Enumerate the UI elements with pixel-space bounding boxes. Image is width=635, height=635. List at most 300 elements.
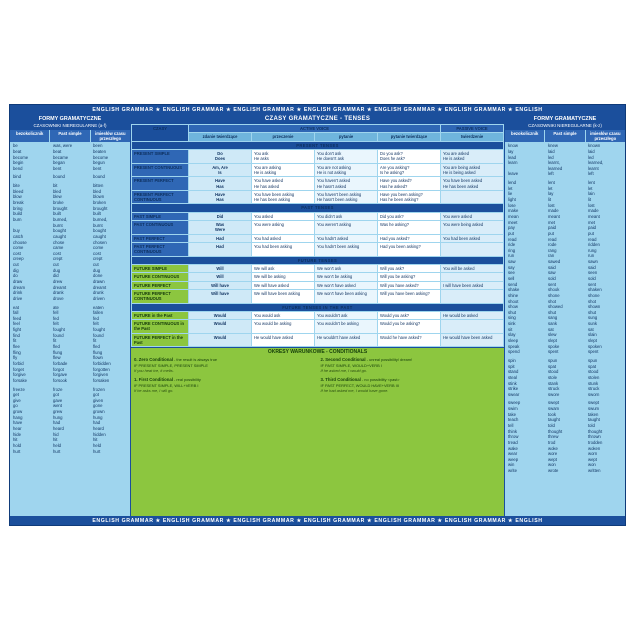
verb-infinitive: lend xyxy=(508,180,517,186)
verb-past: forbade xyxy=(53,360,68,366)
verb-past: slept xyxy=(548,338,557,344)
tense-affirmative: We will have asked xyxy=(252,281,315,289)
verb-infinitive: buy xyxy=(13,228,20,234)
verb-participle: bought xyxy=(93,228,106,234)
tense-name: PRESENT PERFECT xyxy=(132,177,189,191)
tense-question: Would he have asked? xyxy=(378,333,441,347)
tense-passive: You are being asked He is being asked xyxy=(441,163,504,177)
verb-past: broke xyxy=(53,200,64,206)
left-verb-list xyxy=(10,142,130,516)
verb-participle: burned, xyxy=(93,216,108,222)
tense-row xyxy=(132,234,504,242)
tense-row xyxy=(132,333,504,347)
verb-infinitive: swear xyxy=(508,391,520,397)
verb-participle: taken xyxy=(588,411,599,417)
tense-negative: You weren't asking xyxy=(315,221,378,235)
verb-participle: cut xyxy=(93,262,99,268)
verb-infinitive: saw xyxy=(508,259,516,265)
verb-past: sang xyxy=(548,315,558,321)
verb-participle: made xyxy=(588,208,599,214)
verb-participle: forbidden xyxy=(93,360,111,366)
marquee-top: ENGLISH GRAMMAR ★ ENGLISH GRAMMAR ★ ENGLISH GRAMMAR ★ ENGLISH GRAMMAR ★ ENGLISH GRAMMAR ★ ENGLISH GRAMMAR ★ ENGLISH xyxy=(10,105,625,114)
active-subheader-1: przeczenie xyxy=(252,133,315,141)
verb-participle: lost xyxy=(588,202,595,208)
conditional-formula: IF PRESENT SIMPLE, PRESENT SIMPLE xyxy=(134,363,209,369)
verb-participle: shone xyxy=(588,292,600,298)
tenses-header-label: CZASY xyxy=(132,125,189,142)
conditional-number: 1. First Conditional xyxy=(134,376,173,382)
verb-participle: burnt xyxy=(93,222,103,228)
verb-participle: laid xyxy=(588,148,595,154)
tense-row xyxy=(132,281,504,289)
verb-past: laid xyxy=(548,148,555,154)
verb-infinitive: find xyxy=(13,332,20,338)
verb-row xyxy=(505,468,625,474)
verb-row xyxy=(505,349,625,355)
verb-past: made xyxy=(548,208,559,214)
verb-past: flung xyxy=(53,349,63,355)
active-subheader-0: zdanie twierdzące xyxy=(189,133,252,141)
verb-participle: hidden xyxy=(93,431,106,437)
verb-participle: sunk xyxy=(588,321,597,327)
verb-infinitive: draw xyxy=(13,278,23,284)
tense-name: PAST SIMPLE xyxy=(132,212,189,220)
verb-infinitive: run xyxy=(508,253,515,259)
verb-participle: said xyxy=(588,264,596,270)
verb-past: forgot xyxy=(53,366,64,372)
verb-infinitive: shut xyxy=(508,309,517,315)
verb-participle: flown xyxy=(93,355,103,361)
tense-passive: You are asked He is asked xyxy=(441,149,504,163)
verb-infinitive: spit xyxy=(508,363,515,369)
left-title-main: FORMY GRAMATYCZNE xyxy=(38,116,102,122)
verb-participle: slain xyxy=(588,332,597,338)
verb-infinitive: choose xyxy=(13,239,27,245)
verb-infinitive: lie xyxy=(508,191,513,197)
tense-auxiliary: Have Has xyxy=(189,190,252,204)
right-title-sub: CZASOWNIKI NIEREGULARNE (k-z) xyxy=(528,122,602,128)
verb-participle: heard xyxy=(93,426,104,431)
tense-affirmative: You had been asking xyxy=(252,243,315,257)
tense-band-future_in_past: FUTURE TENSES IN THE PAST xyxy=(132,303,504,311)
verb-infinitive: get xyxy=(13,392,19,398)
verb-past: spun xyxy=(548,357,558,363)
tense-passive: You will be asked xyxy=(441,264,504,272)
tense-row xyxy=(132,320,504,334)
verb-infinitive: sleep xyxy=(508,338,519,344)
verb-participle: read xyxy=(588,236,597,242)
verb-infinitive: sit xyxy=(508,326,513,332)
verb-participle: dreamt xyxy=(93,284,107,290)
tense-affirmative: We will ask xyxy=(252,264,315,272)
verb-infinitive: be xyxy=(13,143,18,149)
verb-past: brought xyxy=(53,205,68,211)
conditional-formula: IF PAST SIMPLE, WOULD+VERB I xyxy=(320,363,382,369)
verb-participle: meant xyxy=(588,213,600,219)
verb-infinitive: forsake xyxy=(13,377,27,383)
verb-infinitive: lead xyxy=(508,154,517,160)
tense-question: Will you be asking? xyxy=(378,273,441,281)
verb-infinitive: begin xyxy=(13,160,24,166)
verb-past: put xyxy=(548,230,554,236)
verb-past: forgave xyxy=(53,372,68,378)
tense-name: FUTURE CONTINUOUS xyxy=(132,273,189,281)
verb-participle: swum xyxy=(588,406,600,412)
verb-infinitive: weep xyxy=(508,456,519,462)
verb-infinitive: tell xyxy=(508,423,514,428)
verb-participle: cost xyxy=(93,250,101,256)
conditional-item xyxy=(134,377,315,393)
conditional-formula: IF PRESENT SIMPLE, WILL+VERB I xyxy=(134,382,199,388)
verb-past: showed xyxy=(548,304,563,310)
verb-participle: drawn xyxy=(93,278,105,284)
verb-participle: forgiven xyxy=(93,372,109,378)
verb-infinitive: say xyxy=(508,264,515,270)
tense-name: FUTURE CONTINUOUS in the Past xyxy=(132,320,189,334)
verb-past: shone xyxy=(548,292,560,298)
verb-past: burnt xyxy=(53,222,63,228)
conditional-desc: - the result is always true xyxy=(172,357,218,363)
verb-past: taught xyxy=(548,417,560,423)
verb-infinitive: steal xyxy=(508,374,517,380)
verb-infinitive: do xyxy=(13,273,18,279)
verb-participle: spoken xyxy=(588,343,602,349)
verb-infinitive: forget xyxy=(13,366,24,372)
right-column-title xyxy=(505,114,625,129)
verb-past: blew xyxy=(53,194,62,200)
verb-row xyxy=(10,166,130,172)
verb-past: lent xyxy=(548,180,555,186)
tense-auxiliary: Do Does xyxy=(189,149,252,163)
verb-past: forsook xyxy=(53,377,67,383)
verb-infinitive: dream xyxy=(13,284,26,290)
verb-row xyxy=(10,449,130,455)
tense-negative: We won't be asking xyxy=(315,273,378,281)
verb-participle: got xyxy=(93,392,99,398)
tense-question: Had you asked? xyxy=(378,234,441,242)
verb-infinitive: pay xyxy=(508,225,515,231)
verb-past: cost xyxy=(53,250,61,256)
verb-past: heard xyxy=(53,426,64,431)
verb-participle: shot xyxy=(588,298,597,304)
verb-participle: lain xyxy=(588,191,595,197)
tense-question: Would you be asking? xyxy=(378,320,441,334)
verb-past: trod xyxy=(548,439,556,445)
verb-past: stood xyxy=(548,369,559,375)
verb-infinitive: creep xyxy=(13,256,24,262)
tense-question: Will you have been asking? xyxy=(378,289,441,303)
verb-infinitive: cut xyxy=(13,262,19,268)
verb-infinitive: mean xyxy=(508,213,519,219)
verb-participle: dug xyxy=(93,267,101,273)
left-column-headers xyxy=(10,129,130,142)
verb-past: froze xyxy=(53,386,63,392)
active-subheader-2: pytanie xyxy=(315,133,378,141)
tense-auxiliary: Will xyxy=(189,273,252,281)
verb-infinitive: wear xyxy=(508,451,518,457)
verb-past: led xyxy=(548,154,554,160)
verb-infinitive: hide xyxy=(13,431,22,437)
verb-past: read xyxy=(548,236,557,242)
tense-passive: He would have been asked xyxy=(441,333,504,347)
verb-infinitive: drink xyxy=(13,290,23,296)
verb-past: flew xyxy=(53,355,61,361)
verb-participle: woken xyxy=(588,445,601,451)
verb-participle: written xyxy=(588,468,601,474)
verb-infinitive: stand xyxy=(508,369,519,375)
verb-infinitive: show xyxy=(508,304,518,310)
verb-participle: driven xyxy=(93,295,105,301)
tense-question: Had you been asking? xyxy=(378,243,441,257)
verb-row xyxy=(10,378,130,384)
right-title-main: FORMY GRAMATYCZNE xyxy=(533,116,597,122)
verb-past: let xyxy=(548,185,553,191)
verb-past: sold xyxy=(548,275,556,281)
conditional-desc: - unreal possibility/ dream! xyxy=(365,357,413,363)
verb-past: lay xyxy=(548,191,554,197)
tense-question: Do you ask? Does he ask? xyxy=(378,149,441,163)
verb-past: thought xyxy=(548,428,563,434)
verb-participle: run xyxy=(588,253,595,259)
verb-past: crept xyxy=(53,256,63,262)
verb-infinitive: throw xyxy=(508,434,519,440)
verb-participle: met xyxy=(588,219,596,225)
verb-infinitive: sing xyxy=(508,315,516,321)
left-header-past: Past simple xyxy=(50,130,90,142)
verb-infinitive: fling xyxy=(13,349,21,355)
verb-participle: left xyxy=(588,171,594,177)
verb-past: hurt xyxy=(53,448,61,454)
tenses-table xyxy=(131,124,504,347)
conditional-number: 0. Zero Conditional xyxy=(134,357,173,363)
conditional-number: 3. Third Conditional xyxy=(320,376,361,382)
verb-infinitive: write xyxy=(508,468,517,474)
verb-infinitive: ride xyxy=(508,242,516,248)
verb-past: bit xyxy=(53,183,58,189)
verb-past: lost xyxy=(548,202,555,208)
conditional-example: If he had asked me, I would have gone. xyxy=(320,387,389,393)
verb-participle: broken xyxy=(93,200,106,206)
conditional-column-1 xyxy=(321,357,502,514)
verb-infinitive: learn xyxy=(508,160,518,166)
verb-participle: grown xyxy=(93,409,105,415)
verb-participle: fed xyxy=(93,315,99,321)
verb-participle: flung xyxy=(93,349,103,355)
verb-past: said xyxy=(548,264,556,270)
verb-infinitive: forgive xyxy=(13,372,26,378)
tense-passive: You had been asked xyxy=(441,234,504,242)
tense-negative: You don't ask He doesn't ask xyxy=(315,149,378,163)
verb-infinitive: know xyxy=(508,143,518,149)
tense-question: Have you been asking? Has he been asking? xyxy=(378,190,441,204)
verb-past: went xyxy=(53,403,62,409)
verb-infinitive: read xyxy=(508,236,517,242)
verb-past: caught xyxy=(53,233,66,239)
verb-participle: slept xyxy=(588,338,597,344)
verb-participle: led xyxy=(588,154,594,160)
verb-past: drank xyxy=(53,290,64,296)
verb-participle: fought xyxy=(93,327,105,333)
verb-participle: fallen xyxy=(93,310,104,316)
verb-infinitive: hit xyxy=(13,437,18,443)
verb-participle: ridden xyxy=(588,242,600,248)
tense-name: PRESENT PERFECT CONTINUOUS xyxy=(132,190,189,204)
verb-past: fit xyxy=(53,338,57,344)
verb-infinitive: teach xyxy=(508,417,519,423)
verb-infinitive: come xyxy=(13,245,24,251)
verb-participle: learnt xyxy=(588,165,599,171)
verb-infinitive: hang xyxy=(13,414,23,420)
verb-participle: shown xyxy=(588,304,601,310)
verb-infinitive: tread xyxy=(508,439,518,445)
right-header-past: Past simple xyxy=(545,130,585,142)
left-title-sub: CZASOWNIKI NIEREGULARNE (a-f) xyxy=(33,122,107,128)
verb-participle: worn xyxy=(588,451,598,457)
verb-participle: hit xyxy=(93,437,98,443)
tense-auxiliary: Would xyxy=(189,333,252,347)
verb-participle: bitten xyxy=(93,183,104,189)
verb-participle: sat xyxy=(588,326,594,332)
tense-negative: We won't have asked xyxy=(315,281,378,289)
verb-infinitive: speak xyxy=(508,343,520,349)
verb-past: wept xyxy=(548,456,557,462)
conditional-formula: IF PAST PERFECT, WOULD HAVE+VERB III xyxy=(320,382,399,388)
verb-row xyxy=(10,296,130,302)
verb-row xyxy=(505,392,625,398)
verb-past: rang xyxy=(548,247,557,253)
active-subheader-3: pytanie twierdzące xyxy=(378,133,441,141)
verb-participle: brought xyxy=(93,205,108,211)
verb-past: saw xyxy=(548,270,556,276)
verb-participle: forgotten xyxy=(93,366,110,372)
tense-affirmative: We will be asking xyxy=(252,273,315,281)
tense-row xyxy=(132,212,504,220)
tense-auxiliary: Would xyxy=(189,311,252,319)
verb-infinitive: see xyxy=(508,270,515,276)
verb-infinitive: spin xyxy=(508,357,516,363)
verb-past: drove xyxy=(53,295,64,301)
tense-row xyxy=(132,177,504,191)
verb-past: fled xyxy=(53,344,60,350)
tense-question: Would you ask? xyxy=(378,311,441,319)
conditionals-section xyxy=(131,347,504,516)
conditional-item xyxy=(134,357,315,373)
poster-body xyxy=(10,114,625,516)
verb-infinitive: light xyxy=(508,197,516,203)
verb-past: bound xyxy=(53,174,65,180)
tense-passive xyxy=(441,243,504,257)
tense-affirmative: You would be asking xyxy=(252,320,315,334)
conditional-example: If he asked me, I would go. xyxy=(320,368,367,374)
tense-passive xyxy=(441,289,504,303)
verb-infinitive: lose xyxy=(508,202,516,208)
left-header-participle: imiesłów czasu przeszłego xyxy=(95,131,126,142)
verb-participle: been xyxy=(93,143,103,149)
verb-infinitive: bring xyxy=(13,205,23,211)
tense-name: PRESENT CONTINUOUS xyxy=(132,163,189,177)
tense-row xyxy=(132,311,504,319)
verb-past: threw xyxy=(548,434,559,440)
verb-participle: become xyxy=(93,154,109,160)
verb-past: fought xyxy=(53,327,65,333)
verb-participle: had xyxy=(93,420,101,426)
right-verb-list xyxy=(505,142,625,516)
verb-past: dreamt xyxy=(53,284,67,290)
verb-participle: sung xyxy=(588,315,598,321)
right-column-headers xyxy=(505,129,625,142)
verb-infinitive: freeze xyxy=(13,386,25,392)
verb-participle: found xyxy=(93,332,104,338)
verb-past: burned, xyxy=(53,216,68,222)
verb-past: got xyxy=(53,392,59,398)
verb-infinitive: leave xyxy=(508,171,519,177)
verb-past: felt xyxy=(53,321,59,327)
verb-participle: felt xyxy=(93,321,99,327)
verb-infinitive: make xyxy=(508,208,519,214)
tense-name: PAST CONTINUOUS xyxy=(132,221,189,235)
verb-past: cut xyxy=(53,262,59,268)
verb-infinitive: drive xyxy=(13,295,23,301)
verb-participle: caught xyxy=(93,233,106,239)
verb-past: bled xyxy=(53,188,62,194)
verb-infinitive: blow xyxy=(13,194,22,200)
tense-name: PRESENT SIMPLE xyxy=(132,149,189,163)
conditionals-grid xyxy=(131,356,504,516)
verb-infinitive: sell xyxy=(508,275,515,281)
tense-affirmative: You ask He asks xyxy=(252,149,315,163)
tense-negative: You are not asking He is not asking xyxy=(315,163,378,177)
verb-past: ate xyxy=(53,304,59,310)
tense-passive: I will have been asked xyxy=(441,281,504,289)
verb-past: sat xyxy=(548,326,554,332)
tense-auxiliary: Will have xyxy=(189,281,252,289)
tense-auxiliary: Did xyxy=(189,212,252,220)
verb-infinitive: break xyxy=(13,200,24,206)
tenses-title: CZASY GRAMATYCZNE - TENSES xyxy=(131,114,504,124)
verb-past: became xyxy=(53,154,69,160)
verb-infinitive: bend xyxy=(13,165,23,171)
tense-affirmative: You have been asking He has been asking xyxy=(252,190,315,204)
verb-participle: shut xyxy=(588,309,597,315)
verb-infinitive: build xyxy=(13,211,22,217)
verb-infinitive: forbid xyxy=(13,360,24,366)
left-header-infinitive: bezokolicznik xyxy=(10,130,50,142)
verb-infinitive: ring xyxy=(508,247,516,253)
tense-name: FUTURE SIMPLE xyxy=(132,264,189,272)
tense-row xyxy=(132,221,504,235)
tense-band-past: PAST TENSES xyxy=(132,204,504,212)
verb-participle: blown xyxy=(93,194,105,200)
verb-past: hung xyxy=(53,414,63,420)
verb-past: grew xyxy=(53,409,63,415)
tense-passive xyxy=(441,190,504,204)
verb-past: learned xyxy=(548,165,563,171)
tense-affirmative: You had asked xyxy=(252,234,315,242)
verb-infinitive: give xyxy=(13,397,21,403)
verb-row xyxy=(10,174,130,180)
verb-infinitive: sweep xyxy=(508,400,521,406)
verb-participle: trodden xyxy=(588,439,603,445)
tense-row xyxy=(132,149,504,163)
tense-name: FUTURE in the Past xyxy=(132,311,189,319)
tense-negative: You hadn't asked xyxy=(315,234,378,242)
verb-infinitive: meet xyxy=(508,219,518,225)
verb-infinitive: catch xyxy=(13,233,24,239)
tense-band-future: FUTURE TENSES xyxy=(132,256,504,264)
tense-auxiliary: Will have xyxy=(189,289,252,303)
tense-passive xyxy=(441,273,504,281)
verb-participle: chosen xyxy=(93,239,107,245)
